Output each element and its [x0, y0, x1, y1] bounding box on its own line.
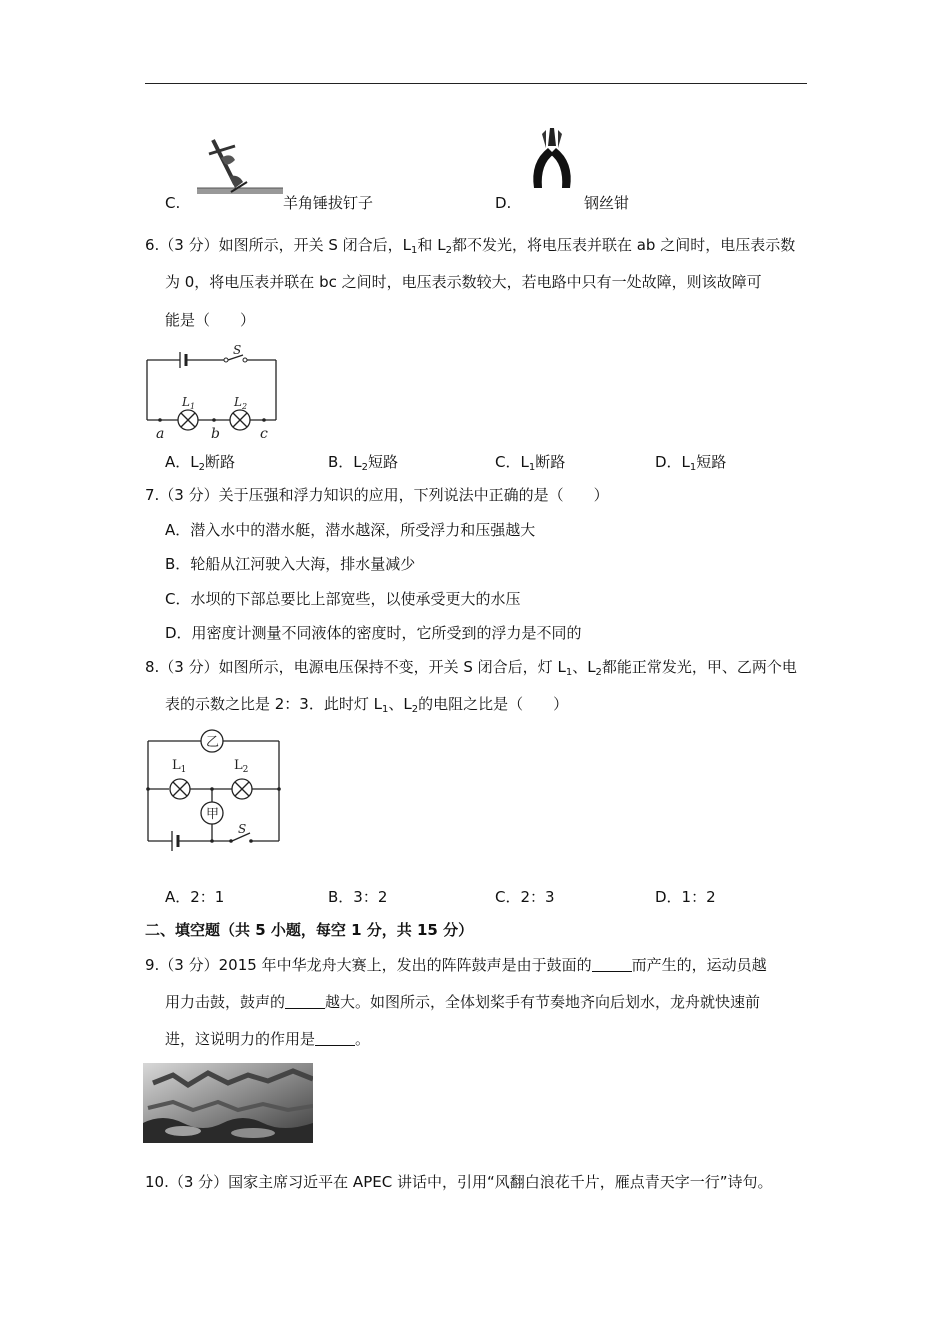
q9-blank-3[interactable]	[315, 1031, 355, 1046]
q8-circuit-diagram	[140, 725, 290, 855]
q6-stem-line3: 能是（ ）	[165, 311, 256, 329]
q6-switch-label: S	[233, 343, 242, 357]
q7-option-a: A．潜入水中的潜水艇，潜水越深，所受浮力和压强越大	[165, 521, 536, 539]
q6-stem-line1: 6.（3 分）如图所示，开关 S 闭合后，$L_1$和 $L_2$都不发光，将电压表并联在 ab 之间时，电压表示数	[145, 236, 796, 256]
q6-lamp1-label: $L_1$	[182, 395, 196, 411]
q7-option-b: B．轮船从江河驶入大海，排水量减少	[165, 555, 416, 573]
q6-point-a: a	[156, 426, 165, 442]
q8-stem-line2: 表的示数之比是 2：3．此时灯 $L_1$、$L_2$的电阻之比是（ ）	[165, 695, 569, 715]
q7-option-c: C．水坝的下部总要比上部宽些，以使承受更大的水压	[165, 590, 521, 608]
q8-option-b: B．3：2	[328, 888, 388, 906]
q9-stem-line2: 用力击鼓，鼓声的 越大。如图所示，全体划桨手有节奏地齐向后划水，龙舟就快速前	[165, 993, 761, 1011]
q6-lamp2-label: $L_2$	[234, 395, 248, 411]
q9-stem-line3: 进，这说明力的作用是 。	[165, 1030, 371, 1048]
q6-point-c: c	[260, 426, 268, 442]
q9-blank-2[interactable]	[285, 994, 325, 1009]
q6-option-a: A．$L_2$断路	[165, 453, 236, 473]
q8-lamp2-label: $L_2$	[234, 758, 249, 775]
q9-blank-1[interactable]	[592, 957, 632, 972]
q8-option-c: C．2：3	[495, 888, 555, 906]
q7-option-d: D．用密度计测量不同液体的密度时，它所受到的浮力是不同的	[165, 624, 582, 642]
q8-option-a: A．2：1	[165, 888, 225, 906]
q6-circuit-diagram	[140, 340, 285, 445]
q10-stem-line1: 10.（3 分）国家主席习近平在 APEC 讲话中，引用“风翻白浪花千片，雁点青天字一行”诗句。	[145, 1173, 773, 1191]
claw-hammer-image	[195, 132, 285, 202]
header-rule	[145, 83, 807, 84]
q5-option-c-label: C.	[165, 194, 181, 212]
q5-option-d-text: 钢丝钳	[584, 194, 630, 212]
q6-option-b: B．$L_2$短路	[328, 453, 399, 473]
dragon-boat-photo	[143, 1063, 313, 1143]
q8-option-d: D．1：2	[655, 888, 716, 906]
q7-stem: 7.（3 分）关于压强和浮力知识的应用，下列说法中正确的是（ ）	[145, 486, 609, 504]
q9-stem-line1: 9.（3 分）2015 年中华龙舟大赛上，发出的阵阵鼓声是由于鼓面的 而产生的，运动员越	[145, 956, 767, 974]
q8-meter-yi-label: 乙	[206, 735, 220, 750]
q6-point-b: b	[211, 426, 220, 442]
section-2-title: 二、填空题（共 5 小题，每空 1 分，共 15 分）	[145, 921, 474, 939]
q6-stem-line2: 为 0，将电压表并联在 bc 之间时，电压表示数较大，若电路中只有一处故障，则该故障可	[165, 273, 762, 291]
q6-option-d: D．$L_1$短路	[655, 453, 727, 473]
q8-lamp1-label: $L_1$	[172, 758, 187, 775]
q8-switch-label: S	[238, 822, 247, 836]
q5-option-d-label: D.	[495, 194, 512, 212]
q6-option-c: C．$L_1$断路	[495, 453, 566, 473]
q5-option-c-text: 羊角锤拔钉子	[283, 194, 374, 212]
q8-meter-jia-label: 甲	[206, 807, 220, 822]
pliers-image	[528, 124, 578, 196]
q8-stem-line1: 8.（3 分）如图所示，电源电压保持不变，开关 S 闭合后，灯 $L_1$、$L_2$都能正常发光，甲、乙两个电	[145, 658, 797, 678]
